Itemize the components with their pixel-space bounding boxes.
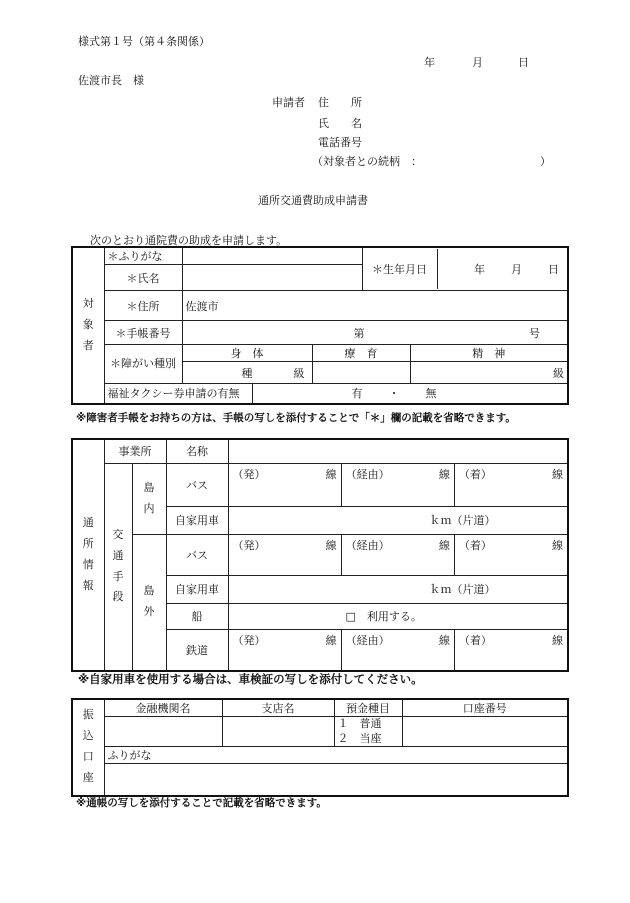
bank-table [71,698,569,797]
furigana-field[interactable] [182,247,362,265]
on-island-bus-label: バス [166,463,228,506]
route-via: （経由） [345,633,390,647]
disability-label: ＊障がい種別 [104,345,182,384]
off-island-bus-label: バス [166,534,228,575]
bank-name-field[interactable] [104,717,222,747]
on-island-car-label: 自家用車 [166,506,228,534]
deposit-toza: ２ 当座 [337,731,382,745]
route-to: （着） [458,633,492,647]
deposit-futsu: １ 普通 [337,717,382,731]
handbook-field[interactable] [182,321,568,345]
route-line: 線 [438,538,450,552]
branch-field[interactable] [222,717,334,747]
disability-ryoiku: 療 育 [312,345,410,362]
route-from: （発） [232,538,266,552]
disability-shintai: 身 体 [182,345,312,362]
commute-section-label: 通 所 情 報 [72,439,104,671]
applicant-address-label: 住 所 [318,96,362,109]
route-line: 線 [325,538,337,552]
office-name-label: 名称 [166,439,228,463]
date-year: 年 [424,56,435,69]
date-month: 月 [472,56,483,69]
birth-field[interactable] [438,249,568,289]
handbook-go: 号 [529,326,541,340]
route-from: （発） [232,633,266,647]
office-label: 事業所 [104,439,166,463]
deposit-type-label: 預金種目 [334,699,402,717]
address-label: ＊住所 [104,291,182,321]
handbook-dai: 第 [353,326,365,340]
birth-month: 月 [511,263,523,276]
applicant-label: 申請者 [272,96,305,109]
relation-close: ） [540,155,551,168]
route-from: （発） [232,467,266,481]
bank-section-label: 振 込 口 座 [72,699,104,796]
date-day: 日 [518,56,529,69]
document-title: 通所交通費助成申請書 [258,194,368,207]
intro-text: 次のとおり通院費の助成を申請します。 [90,234,288,247]
route-via: （経由） [345,538,390,552]
form-number: 様式第１号（第４条関係） [78,35,210,48]
deposit-type-field[interactable] [334,717,402,747]
rail-label: 鉄道 [166,629,228,671]
route-to: （着） [458,538,492,552]
holder-name-field[interactable] [104,764,568,796]
route-line: 線 [438,633,450,647]
taxi-choice[interactable] [252,384,568,404]
disability-seishin: 精 神 [410,345,568,362]
account-no-field[interactable] [402,717,568,747]
kyu-label: 級 [293,366,305,380]
ship-label: 船 [166,603,228,629]
disability-ryoiku-grade[interactable] [312,362,410,384]
route-line: 線 [552,633,564,647]
name-field[interactable] [182,265,362,291]
relation-label: （対象者との続柄 ： [312,155,422,168]
birth-row [362,247,568,291]
birth-day: 日 [548,263,560,276]
off-island-car-distance[interactable] [228,575,568,603]
account-no-label: 口座番号 [402,699,568,717]
route-via: （経由） [345,467,390,481]
note-car: ※自家用車を使用する場合は、車検証の写しを添付してください。 [78,672,423,686]
disability-shintai-grade[interactable] [182,362,312,384]
applicant-name-label: 氏 名 [318,117,362,130]
off-island-car-label: 自家用車 [166,575,228,603]
on-island-car-distance[interactable] [228,506,568,534]
bank-name-label: 金融機関名 [104,699,222,717]
holder-furigana-label: ふりがな [104,747,568,764]
taxi-dot: ・ [388,387,400,401]
subject-section-label: 対 象 者 [72,247,104,404]
furigana-label: ＊ふりがな [104,247,182,265]
ship-use-checkbox[interactable] [228,603,568,629]
km-label: ｋｍ（片道） [429,583,496,596]
transport-label: 交 通 手 段 [104,463,132,671]
address-field[interactable]: 佐渡市 [182,291,568,321]
taxi-label: 福祉タクシー券申請の有無 [104,384,252,404]
handbook-label: ＊手帳番号 [104,321,182,345]
route-line: 線 [552,538,564,552]
subject-table [71,246,569,405]
route-line: 線 [552,467,564,481]
branch-label: 支店名 [222,699,334,717]
note-handbook: ※障害者手帳をお持ちの方は、手帳の写しを添付することで「＊」欄の記載を省略できます。 [76,412,516,424]
route-to: （着） [458,467,492,481]
off-island-label: 島 外 [132,534,166,671]
taxi-nashi: 無 [425,387,437,401]
route-line: 線 [325,467,337,481]
shu-label: 種 [241,366,253,380]
note-passbook: ※通帳の写しを添付することで記載を省略できます。 [76,797,327,809]
off-island-bus-route[interactable] [228,534,568,575]
route-line: 線 [438,467,450,481]
name-label: ＊氏名 [104,265,182,291]
km-label: ｋｍ（片道） [429,514,496,527]
on-island-label: 島 内 [132,463,166,534]
route-line: 線 [325,633,337,647]
rail-route[interactable] [228,629,568,671]
office-name-field[interactable] [228,439,568,463]
on-island-bus-route[interactable] [228,463,568,506]
ship-use-label: □ 利用する。 [345,610,422,623]
addressee: 佐渡市長 様 [78,74,144,87]
birth-label: ＊生年月日 [363,249,438,289]
birth-year: 年 [474,263,486,276]
applicant-phone-label: 電話番号 [318,136,362,149]
taxi-ari: 有 [351,387,363,401]
commute-table [71,438,569,672]
disability-seishin-grade[interactable]: 級 [410,362,568,384]
